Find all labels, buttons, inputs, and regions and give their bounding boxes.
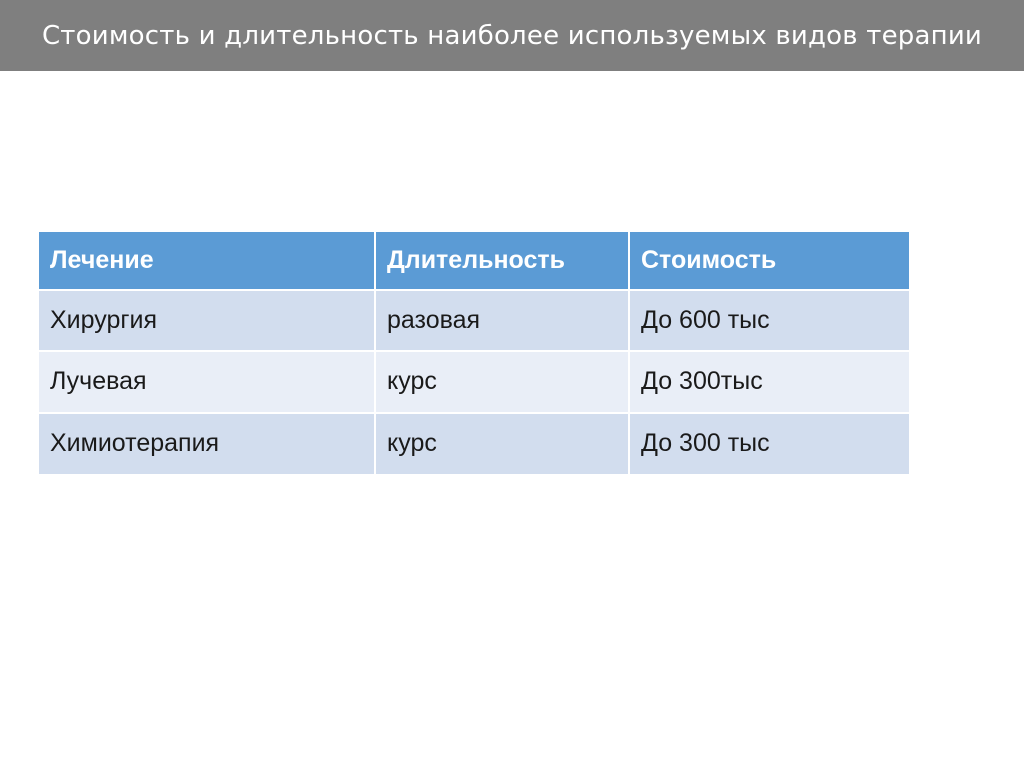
cell-treatment: Лучевая (39, 351, 375, 412)
page-title: Стоимость и длительность наиболее используемых видов терапии (41, 20, 983, 51)
therapy-table-container (39, 232, 909, 474)
header-cost: Стоимость (629, 232, 909, 290)
cell-cost: До 600 тыс (629, 290, 909, 351)
table-header-row (39, 232, 909, 290)
table-row (39, 413, 909, 474)
title-bar (0, 0, 1024, 71)
therapy-table (39, 232, 909, 474)
cell-duration: разовая (375, 290, 629, 351)
header-treatment: Лечение (39, 232, 375, 290)
table-row (39, 290, 909, 351)
cell-duration: курс (375, 351, 629, 412)
table-row (39, 351, 909, 412)
cell-treatment: Хирургия (39, 290, 375, 351)
cell-duration: курс (375, 413, 629, 474)
cell-treatment: Химиотерапия (39, 413, 375, 474)
header-duration: Длительность (375, 232, 629, 290)
cell-cost: До 300 тыс (629, 413, 909, 474)
cell-cost: До 300тыс (629, 351, 909, 412)
